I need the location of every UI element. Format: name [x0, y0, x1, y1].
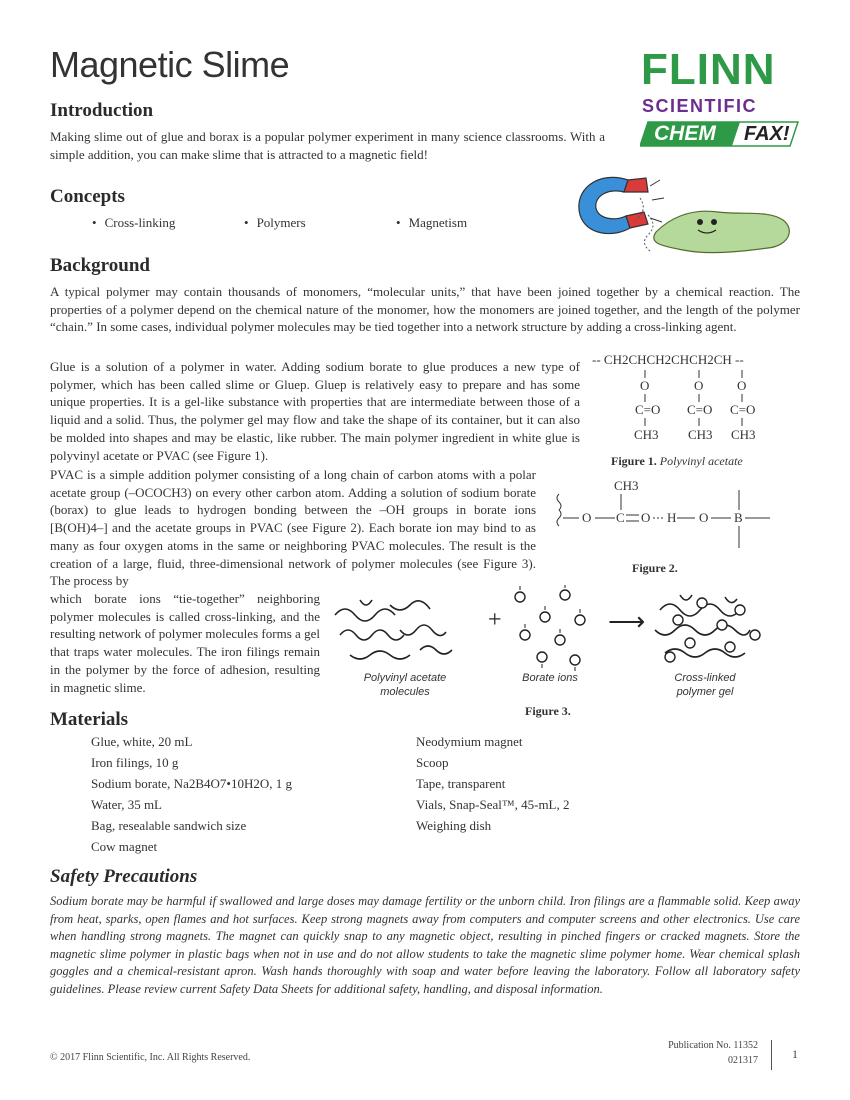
copyright: © 2017 Flinn Scientific, Inc. All Rights Reserved.: [50, 1052, 251, 1063]
materials-item: Cow magnet: [91, 839, 158, 854]
introduction-heading: Introduction: [50, 100, 154, 121]
materials-item: Weighing dish: [416, 818, 492, 833]
figure-3-label-pvac: Polyvinyl acetate molecules: [363, 672, 447, 698]
materials-item: Glue, white, 20 mL: [91, 734, 193, 749]
concept-item: • Cross-linking: [92, 215, 175, 231]
materials-heading: Materials: [50, 709, 129, 730]
figure-2-caption: Figure 2.: [632, 561, 678, 575]
safety-heading: Safety Precautions: [50, 866, 198, 887]
background-paragraph-3: PVAC is a simple addition polymer consisting of a long chain of carbon atoms with a polar acetate group (–OCOCH3) on every other carbon atom. Adding a solution of sodium borate (borax) to glue leads to hydrogen bonding between the –OH groups in borate ions [B(OH)4–] and the acetate groups in PVAC (see Figure 2). Each borate ion may bind to as many as four oxygen atoms in the same or neighboring PVAC molecules. The result is the creation of a large, fluid, three-dimensional network of polymer molecules (see Figure 3). The process by: [50, 467, 536, 589]
introduction-text: Making slime out of glue and borax is a popular polymer experiment in many science classrooms. With a simple addition, you can make slime that is attracted to a magnetic field!: [50, 129, 605, 162]
figure-3-label-borate: Borate ions: [522, 672, 578, 684]
flinn-logo: FLINN: [641, 45, 776, 94]
scientific-logo: SCIENTIFIC: [642, 96, 758, 116]
materials-item: Vials, Snap-Seal™, 45-mL, 2: [416, 797, 570, 812]
materials-item: Water, 35 mL: [91, 797, 162, 812]
materials-item: Scoop: [416, 755, 449, 770]
background-paragraph-2: Glue is a solution of a polymer in water. Adding sodium borate to glue produces a new type of polymer, which has been called slime or Gluep. Gluep is relatively easy to prepare and has some unique properties. It is a gel-like substance with properties that are intermediate between those of a liquid and a solid. Thus, the polymer gel may flow and take the shape of its container, but it can also be molded into shapes and may be elastic, like rubber. The main polymer ingredient in white glue is polyvinyl acetate or PVAC (see Figure 1).: [50, 359, 580, 463]
background-heading: Background: [50, 255, 150, 276]
materials-item: Neodymium magnet: [416, 734, 523, 749]
concept-item: • Magnetism: [396, 215, 467, 231]
materials-item: Sodium borate, Na2B4O7•10H2O, 1 g: [91, 776, 292, 791]
page-number: 1: [792, 1047, 798, 1061]
plus-sign: +: [488, 607, 502, 633]
magnet-slime-illustration: [568, 160, 798, 260]
background-paragraph-1: A typical polymer may contain thousands of monomers, “molecular units,” that have been joined together by a chemical reaction. The properties of a polymer depend on the chemical nature of the monomer, how the monomers are joined together, and the length of the polymer “chain.” In some cases, individual polymer molecules may be tied together into a network structure by adding a cross-linking agent.: [50, 284, 800, 335]
figure-1-caption: Figure 1. Polyvinyl acetate: [611, 454, 743, 468]
concept-item: • Polymers: [244, 215, 306, 231]
materials-item: Tape, transparent: [416, 776, 506, 791]
chemfax-badge: CHEM FAX!: [640, 120, 800, 148]
figure-3-diagram: [330, 585, 790, 675]
figure-2-structure: CH3 O C O H O B: [555, 478, 785, 558]
figure-3-caption: Figure 3.: [525, 704, 571, 718]
reaction-arrow: ⟶: [608, 607, 646, 636]
materials-item: Iron filings, 10 g: [91, 755, 179, 770]
page-title: Magnetic Slime: [50, 44, 290, 85]
polymer-chain: -- CH2CHCH2CHCH2CH --: [592, 352, 744, 367]
publication-number: Publication No. 11352: [668, 1040, 758, 1051]
figure-3-label-gel: Cross-linked polymer gel: [674, 672, 736, 698]
publication-code: 021317: [728, 1055, 758, 1066]
background-paragraph-4: which borate ions “tie-together” neighboring polymer molecules is called cross-linking, and the resulting network of polymer molecules forms a gel that traps water molecules. The iron filings remain in the polymer by the force of adhesion, resulting in magnetic slime.: [50, 591, 320, 695]
safety-text: Sodium borate may be harmful if swallowed and large doses may damage fertility or the unborn child. Iron filings are a flammable solid. Keep away from heat, sparks, open flames and hot surfaces. Keep strong magnets away from computers and computer screens and other electronics. Use care when handling strong magnets. The magnet can quickly snap to any magnetic object, resulting in pinched fingers or cracked magnets. Store the magnetic slime polymer in plastic bags when not in use and do not allow students to take the magnetic slime polymer home. Wear chemical splash goggles and a chemical-resistant apron. Wash hands thoroughly with soap and water before leaving the laboratory. Follow all laboratory safety guidelines. Please review current Safety Data Sheets for additional safety, handling, and disposal information.: [50, 894, 800, 996]
footer-divider: [771, 1040, 772, 1070]
materials-item: Bag, resealable sandwich size: [91, 818, 247, 833]
figure-1-structure: -- CH2CHCH2CHCH2CH -- O O O C=O C=O C=O CH3 CH3 CH3: [592, 352, 756, 442]
concepts-heading: Concepts: [50, 186, 125, 207]
